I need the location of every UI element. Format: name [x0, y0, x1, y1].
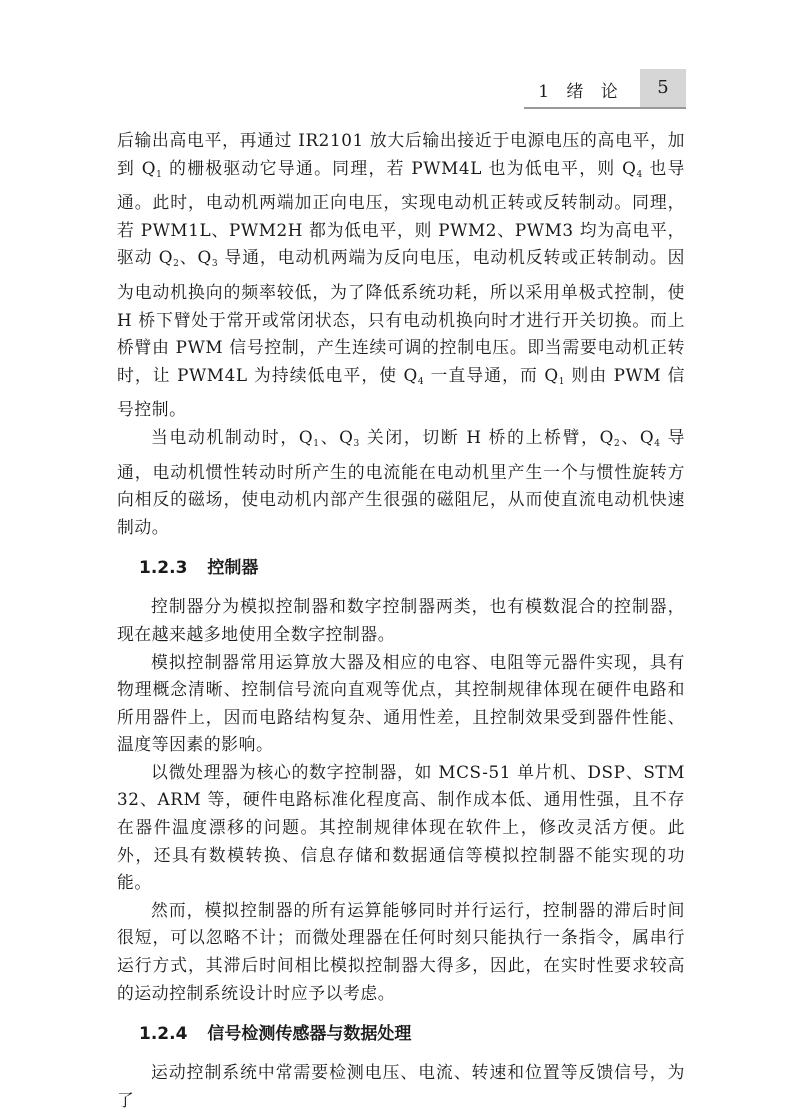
paragraph: 模拟控制器常用运算放大器及相应的电容、电阻等元器件实现，具有物理概念清晰、控制信号流向直观等优点，其控制规律体现在硬件电路和所用器件上，因而电路结构复杂、通用性差，且控制效果受到器件性能、温度等因素的影响。: [117, 651, 685, 755]
section-title: 控制器: [207, 558, 259, 579]
page-number: 5: [640, 69, 686, 107]
section-number: 1.2.3: [139, 558, 188, 579]
subscript: 1: [558, 376, 566, 387]
paragraph-continued: 后输出高电平，再通过 IR2101 放大后输出接近于电源电压的高电平，加到 $Q_1$ 的栅极驱动它导通。同理，若 PWM4L 也为低电平，则 $Q_4$ 也导通。此时，电动机两端加正向电压，实现电动机正转或反转制动。同理，若 PWM1L、PWM2H 都为低电平，则 PWM2、PWM3 均为高电平，驱动 $Q_2$、$Q_3$ 导通，电动机两端为反向电压，电动机反转或正转制动。因为电动机换向的频率较低，为了降低系统功耗，所以采用单极式控制，使 H 桥下臂处于常开或常闭状态，只有电动机换向时才进行开关切换。而上桥臂由 PWM 信号控制，产生连续可调的控制电压。即当需要电动机正转时，让 PWM4L 为持续低电平，使 $Q_4$ 一直导通，而 $Q_1$ 则由 PWM 信号控制。: [117, 130, 685, 420]
section-heading-1-2-3: [139, 555, 685, 581]
subscript: 4: [654, 438, 661, 449]
paragraph: 控制器分为模拟控制器和数字控制器两类，也有模数混合的控制器，现在越来越多地使用全数字控制器。: [117, 596, 685, 644]
subscript: 4: [636, 169, 643, 180]
paragraph: 运动控制系统中常需要检测电压、电流、转速和位置等反馈信号，为了: [117, 1062, 685, 1110]
running-header: [524, 69, 686, 109]
subscript: 2: [613, 438, 621, 449]
subscript: 2: [173, 259, 180, 270]
subscript: 1: [313, 438, 320, 449]
section-title: 信号检测传感器与数据处理: [207, 1024, 412, 1045]
paragraph-braking: 当电动机制动时，$Q_1$、$Q_3$ 关闭，切断 H 桥的上桥臂，$Q_2$、$Q_4$ 导通，电动机惯性转动时所产生的电流能在电动机里产生一个与惯性旋转方向相反的磁场，使电动机内部产生很强的磁阻尼，从而使直流电动机快速制动。: [117, 426, 685, 537]
section-number: 1.2.4: [139, 1024, 188, 1045]
subscript: 3: [211, 259, 219, 270]
page-body: [117, 127, 685, 1114]
paragraph: 以微处理器为核心的数字控制器，如 MCS-51 单片机、DSP、STM32、ARM 等，硬件电路标准化程度高、制作成本低、通用性强，且不存在器件温度漂移的问题。其控制规律体现在软件上，修改灵活方便。此外，还具有数模转换、信息存储和数据通信等模拟控制器不能实现的功能。: [117, 761, 685, 893]
subscript: 3: [353, 438, 360, 449]
section-heading-1-2-4: [139, 1021, 685, 1047]
chapter-title: 1 绪 论: [538, 82, 624, 102]
paragraph: 然而，模拟控制器的所有运算能够同时并行运行，控制器的滞后时间很短，可以忽略不计；而微处理器在任何时刻只能执行一条指令，属串行运行方式，其滞后时间相比模拟控制器大得多，因此，在实时性要求较高的运动控制系统设计时应予以考虑。: [117, 899, 685, 1003]
subscript: 4: [417, 376, 425, 387]
subscript: 1: [156, 169, 163, 180]
